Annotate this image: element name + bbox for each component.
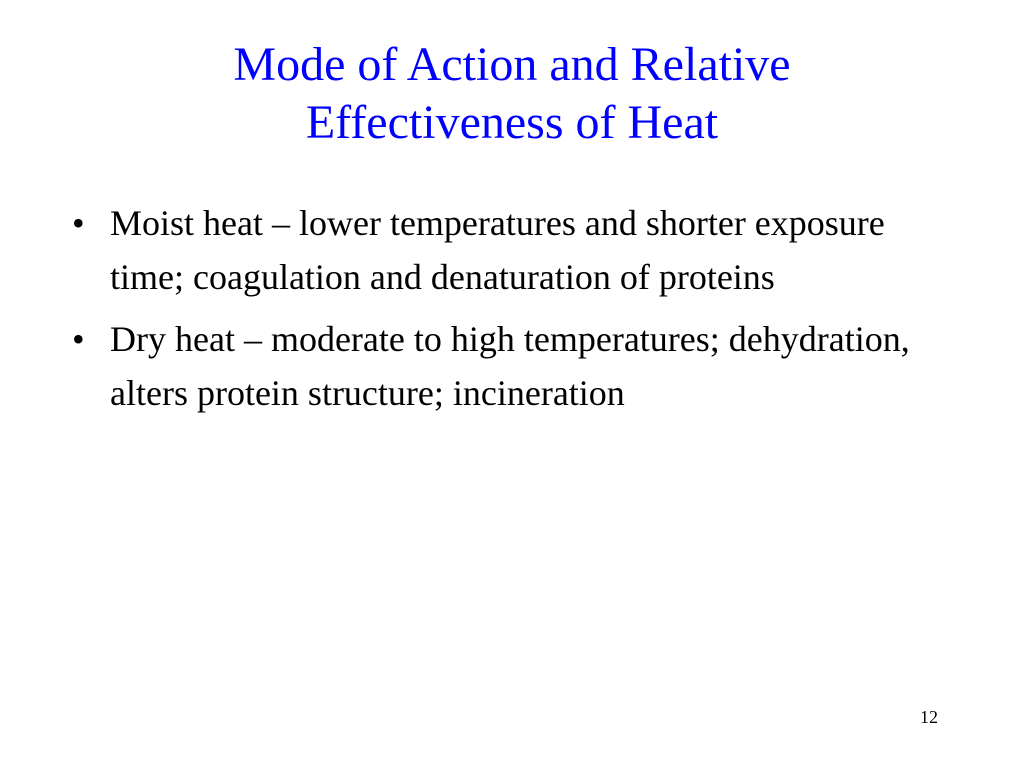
- slide-title-line-2: Effectiveness of Heat: [305, 96, 719, 149]
- bullet-item-moist-heat: [70, 196, 940, 304]
- slide-title-line-1: Mode of Action and Relative: [233, 38, 791, 91]
- bullet-icon: •: [72, 203, 85, 243]
- bullet-list: [70, 196, 940, 428]
- bullet-text-dry-heat: Dry heat – moderate to high temperatures; dehydration, alters protein structure; incineration: [110, 319, 910, 413]
- page-number: 12: [920, 707, 938, 727]
- bullet-text-moist-heat: Moist heat – lower temperatures and shorter exposure time; coagulation and denaturation of proteins: [110, 203, 885, 297]
- bullet-icon: •: [72, 319, 85, 359]
- slide-title: [60, 36, 964, 152]
- bullet-item-dry-heat: [70, 312, 940, 420]
